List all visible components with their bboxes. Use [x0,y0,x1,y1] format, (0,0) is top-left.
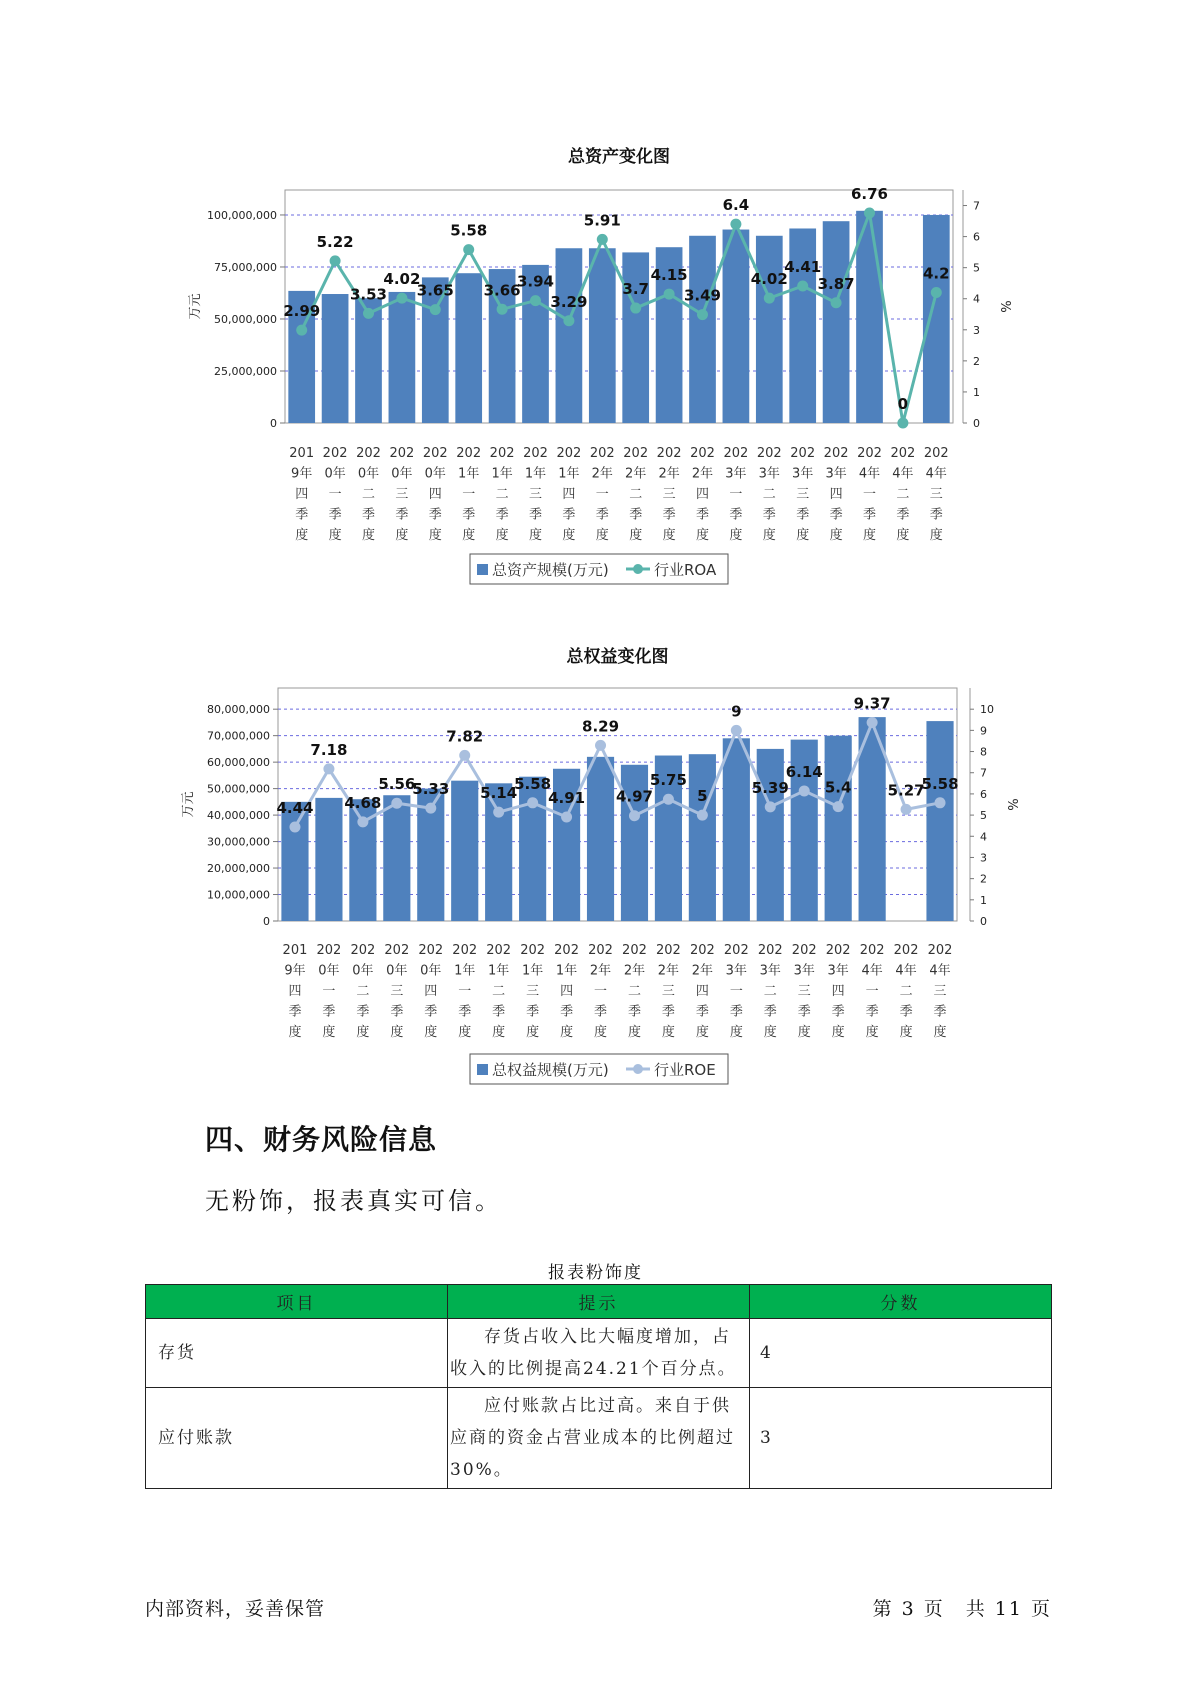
ratio-point [430,304,441,315]
x-tick-label: 201 9年四季度 [282,943,308,1040]
ratio-point [797,280,808,291]
row-score: 4 [750,1319,1052,1388]
y2-tick-label: 2 [980,872,987,886]
legend [470,554,728,584]
ratio-point [931,287,942,298]
ratio-point [833,801,844,812]
data-label: 3.87 [817,274,855,293]
data-label: 8.29 [582,717,620,736]
bar [589,248,616,423]
data-label: 5 [697,787,708,806]
data-label: 3.94 [516,272,555,291]
y-tick-label: 75,000,000 [214,260,277,274]
y2-tick-label: 1 [980,893,987,907]
y2-tick-label: 5 [973,261,980,275]
y2-tick-label: 1 [973,385,980,399]
x-tick-label: 202 2年四季度 [690,446,715,543]
data-label: 7.18 [310,740,348,759]
ratio-point [396,293,407,304]
y2-tick-label: 5 [980,809,987,823]
x-tick-label: 202 1年三季度 [520,943,546,1040]
legend [470,1054,728,1084]
ratio-point [697,309,708,320]
data-label: 4.44 [276,798,314,817]
header-item: 项目 [146,1285,448,1319]
y-tick-label: 40,000,000 [207,809,270,823]
header-score: 分数 [750,1285,1052,1319]
y2-tick-label: 9 [980,724,987,738]
data-label: 5.27 [887,781,925,800]
ratio-point [731,725,742,736]
data-label: 4.68 [344,793,382,812]
y2-tick-label: 7 [980,766,987,780]
ratio-point [630,303,641,314]
legend-bar-swatch [477,564,488,575]
ratio-point [629,810,640,821]
bar [926,721,953,921]
legend-label: 行业ROE [654,1061,716,1079]
bar [389,292,416,423]
y-tick-label: 0 [270,417,277,430]
x-tick-label: 202 3年四季度 [823,446,849,543]
x-tick-label: 202 4年三季度 [923,446,949,543]
data-label: 5.75 [649,771,687,790]
data-label: 4.02 [750,270,788,289]
ratio-point [597,234,608,245]
data-label: 4.91 [548,788,586,807]
data-label: 3.29 [550,292,588,311]
ratio-point [561,811,572,822]
y-tick-label: 70,000,000 [207,729,270,743]
x-tick-label: 202 4年一季度 [857,446,882,543]
x-tick-label: 202 1年四季度 [554,943,579,1040]
bar [689,754,716,921]
x-tick-label: 202 2年二季度 [623,446,649,543]
legend-point-swatch [633,564,643,574]
bar [315,798,342,921]
legend-label: 总资产规模(万元) [492,561,609,579]
ratio-point [663,794,674,805]
x-tick-label: 202 2年一季度 [588,943,613,1040]
bar [723,738,750,921]
total-assets-chart [0,140,1191,600]
y2-tick-label: 3 [980,851,987,865]
x-tick-label: 202 3年三季度 [791,943,817,1040]
table-header-row [146,1285,1052,1319]
row-hint: 存货占收入比大幅度增加，占收入的比例提高24.21个百分点。 [448,1319,750,1388]
footer-page-number: 第 3 页 共 11 页 [872,1598,1052,1620]
x-tick-label: 202 3年二季度 [756,446,782,543]
x-tick-label: 202 0年一季度 [322,446,348,543]
x-tick-label: 202 1年一季度 [456,446,482,543]
bar [587,757,614,921]
data-label: 5.58 [921,774,959,793]
data-label: 5.33 [412,780,450,799]
y2-tick-label: 4 [973,292,980,306]
data-label: 5.39 [751,778,789,797]
x-tick-label: 202 2年一季度 [589,446,615,543]
data-label: 6.76 [850,184,889,203]
ratio-point [697,810,708,821]
data-label: 2.99 [283,302,321,321]
x-tick-label: 202 0年四季度 [418,943,444,1040]
bar [825,736,852,921]
y2-tick-label: 4 [980,830,987,844]
data-label: 5.58 [514,774,552,793]
x-tick-label: 202 4年一季度 [859,943,885,1040]
y2-tick-label: 7 [973,199,980,213]
x-tick-label: 202 2年三季度 [656,446,682,543]
ratio-point [764,293,775,304]
data-label: 5.56 [378,775,416,794]
row-score: 3 [750,1388,1052,1489]
section-heading: 四、财务风险信息 [205,1123,438,1156]
ratio-point [323,763,334,774]
x-tick-label: 202 1年二季度 [489,446,515,543]
ratio-point [357,816,368,827]
ratio-point [530,295,541,306]
legend-point-swatch [633,1064,643,1074]
y-tick-label: 80,000,000 [207,703,270,717]
chart-title: 总资产变化图 [568,147,670,167]
data-label: 5.22 [316,232,354,251]
bar [823,221,850,423]
y-tick-label: 0 [263,915,270,928]
x-tick-label: 201 9年四季度 [289,446,315,543]
y-tick-label: 25,000,000 [214,364,277,378]
y2-tick-label: 8 [980,745,987,759]
y2-tick-label: 0 [980,915,987,928]
y-tick-label: 60,000,000 [207,756,270,770]
table-row [146,1388,1052,1489]
x-tick-label: 202 0年二季度 [350,943,376,1040]
x-tick-label: 202 3年一季度 [723,446,749,543]
y-axis-label: 万元 [181,791,196,818]
data-label: 5.14 [480,784,518,803]
x-tick-label: 202 1年三季度 [523,446,548,543]
data-label: 4.97 [615,787,653,806]
x-tick-label: 202 1年二季度 [486,943,512,1040]
y2-tick-label: 3 [973,323,980,337]
data-label: 3.65 [416,281,454,300]
ratio-point [864,207,875,218]
data-label: 7.82 [446,727,484,746]
bar [856,211,883,423]
ratio-point [595,740,606,751]
x-tick-label: 202 0年二季度 [356,446,381,543]
row-item: 应付账款 [146,1388,448,1489]
bar [757,749,784,921]
data-label: 4.2 [923,264,950,283]
ratio-point [799,785,810,796]
y2-axis-label: % [1004,798,1019,811]
ratio-point [425,803,436,814]
y-tick-label: 50,000,000 [214,312,277,326]
y2-tick-label: 6 [980,787,987,801]
ratio-point [664,289,675,300]
x-tick-label: 202 3年一季度 [723,943,749,1040]
bar [455,273,482,423]
bar [923,215,950,423]
y-tick-label: 10,000,000 [207,888,270,902]
total-equity-chart [0,640,1191,1100]
ratio-point [391,798,402,809]
data-label: 0 [897,395,909,413]
data-label: 4.15 [650,266,688,285]
y-tick-label: 50,000,000 [207,782,270,796]
data-label: 6.4 [722,196,750,215]
data-label: 6.14 [785,762,823,781]
ratio-point [493,807,504,818]
y2-tick-label: 6 [973,230,980,244]
y2-tick-label: 0 [973,417,980,430]
bar [556,248,583,423]
ratio-point [497,304,508,315]
x-tick-label: 202 3年三季度 [790,446,816,543]
ratio-point [527,797,538,808]
bar [689,236,716,423]
x-tick-label: 202 4年二季度 [893,943,919,1040]
x-tick-label: 202 0年四季度 [422,446,448,543]
bar [322,294,349,423]
x-tick-label: 202 4年三季度 [927,943,953,1040]
ratio-point [330,255,341,266]
data-label: 3.49 [683,286,722,305]
y-tick-label: 20,000,000 [207,862,270,876]
bar [485,783,512,921]
x-tick-label: 202 0年三季度 [389,446,415,543]
table-caption: 报表粉饰度 [548,1263,643,1283]
section-text: 无粉饰，报表真实可信。 [205,1187,502,1215]
data-label: 5.4 [824,778,852,797]
x-tick-label: 202 0年三季度 [384,943,410,1040]
bar [622,252,649,423]
x-tick-label: 202 1年四季度 [556,446,582,543]
x-tick-label: 202 0年一季度 [316,943,342,1040]
ratio-point [901,804,912,815]
data-label: 3.53 [349,285,388,304]
y-tick-label: 30,000,000 [207,835,270,849]
data-label: 3.7 [622,280,649,299]
bar [383,795,410,921]
legend-label: 总权益规模(万元) [492,1061,609,1079]
footer-left: 内部资料，妥善保管 [145,1598,326,1620]
ratio-point [765,801,776,812]
bar [723,230,750,423]
legend-label: 行业ROA [654,561,717,579]
y2-axis-label: % [997,300,1012,313]
y-axis-label: 万元 [188,293,203,320]
x-tick-label: 202 3年四季度 [825,943,851,1040]
row-item: 存货 [146,1319,448,1388]
x-tick-label: 202 2年四季度 [689,943,715,1040]
row-hint: 应付账款占比过高。来自于供应商的资金占营业成本的比例超过30%。 [448,1388,750,1489]
ratio-point [867,717,878,728]
y2-tick-label: 2 [973,354,980,368]
y-tick-label: 100,000,000 [207,208,277,222]
ratio-point [563,315,574,326]
data-label: 4.02 [383,270,421,289]
bar [281,802,308,921]
chart-title: 总权益变化图 [566,647,669,667]
data-label: 9.37 [853,694,891,713]
x-tick-label: 202 2年三季度 [656,943,681,1040]
ratio-point [831,297,842,308]
ratio-point [730,219,741,230]
ratio-point [289,821,300,832]
table-row [146,1319,1052,1388]
ratio-point [459,750,470,761]
data-label: 5.58 [450,221,488,240]
ratio-point [897,418,908,429]
ratio-point [935,797,946,808]
x-tick-label: 202 4年二季度 [890,446,916,543]
data-label: 3.66 [483,281,521,300]
bar [756,236,783,423]
x-tick-label: 202 2年二季度 [622,943,647,1040]
legend-bar-swatch [477,1064,488,1075]
data-label: 9 [731,702,742,721]
ratio-point [463,244,474,255]
data-label: 4.41 [784,257,822,276]
header-hint: 提示 [448,1285,750,1319]
bar [451,781,478,921]
data-label: 5.91 [583,211,621,230]
x-tick-label: 202 1年一季度 [452,943,478,1040]
y2-tick-label: 10 [980,703,994,717]
ratio-point [363,308,374,319]
risk-table [145,1284,1052,1489]
ratio-point [296,325,307,336]
x-tick-label: 202 3年二季度 [757,943,783,1040]
